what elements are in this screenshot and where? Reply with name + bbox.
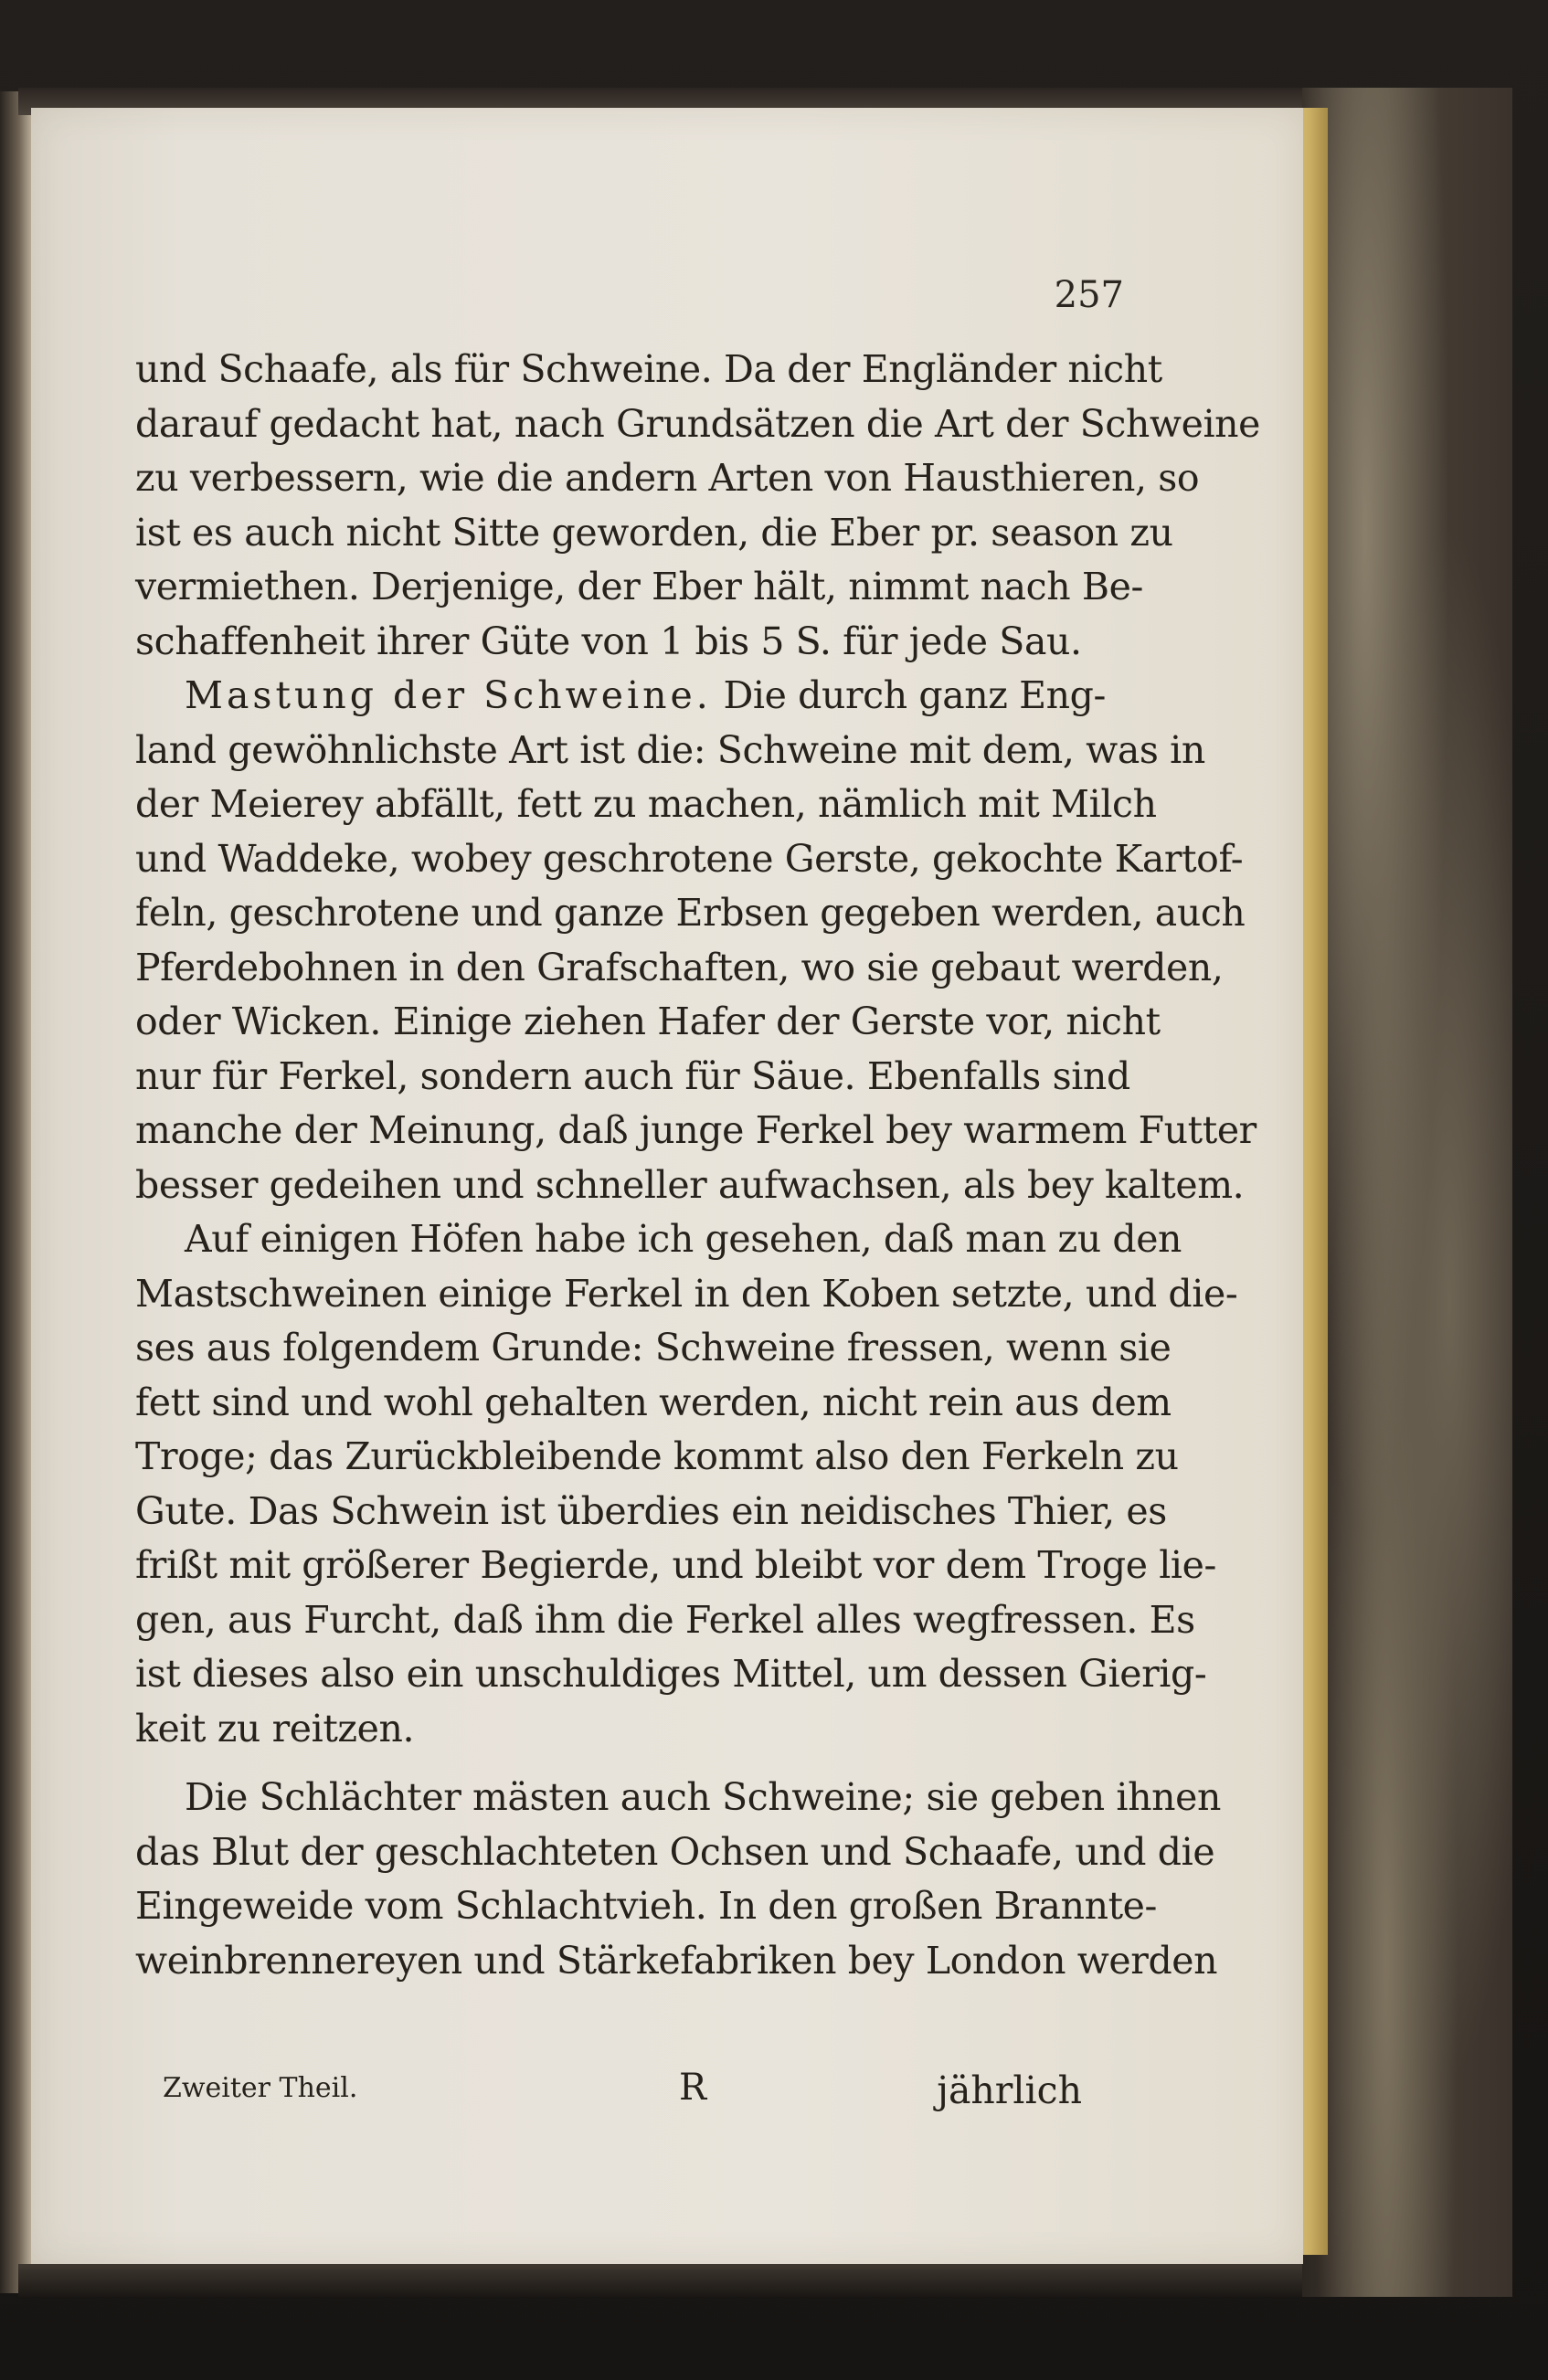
text-line: Die Schlächter mästen auch Schweine; sie geben ihnen <box>185 1775 1221 1819</box>
text-line: Eingeweide vom Schlachtvieh. In den großen Brannte- <box>135 1884 1157 1928</box>
text-line: nur für Ferkel, sondern auch für Säue. Ebenfalls sind <box>135 1053 1130 1098</box>
text-line: der Meierey abfällt, fett zu machen, nämlich mit Milch <box>135 782 1157 826</box>
text-line: land gewöhnlichste Art ist die: Schweine mit dem, was in <box>135 727 1205 772</box>
text-line: schaffenheit ihrer Güte von 1 bis 5 S. für jede Sau. <box>135 619 1082 663</box>
text-line: feln, geschrotene und ganze Erbsen gegeben werden, auch <box>135 891 1246 935</box>
marbled-cover <box>1302 88 1512 2297</box>
text-line: Gute. Das Schwein ist überdies ein neidisches Thier, es <box>135 1488 1167 1533</box>
text-line: weinbrennereyen und Stärkefabriken bey London werden <box>135 1938 1218 1983</box>
section-line <box>135 669 1106 724</box>
text-line: das Blut der geschlachteten Ochsen und Schaafe, und die <box>135 1829 1215 1874</box>
text-line: und Waddeke, wobey geschrotene Gerste, gekochte Kartof- <box>135 836 1244 881</box>
text-line: oder Wicken. Einige ziehen Hafer der Gerste vor, nicht <box>135 1000 1161 1043</box>
section-heading-rest: Die durch ganz Eng- <box>711 673 1106 717</box>
text-line: und Schaafe, als für Schweine. Da der Engländer nicht <box>135 347 1162 391</box>
bottom-binding-edge <box>18 2264 1380 2297</box>
page-number: 257 <box>1054 274 1124 316</box>
text-line: Troge; das Zurückbleibende kommt also den Ferkeln zu <box>135 1434 1179 1478</box>
text-line: zu verbessern, wie die andern Arten von Hausthieren, so <box>135 456 1200 500</box>
text-line: darauf gedacht hat, nach Grundsätzen die Art der Schweine <box>135 401 1261 446</box>
text-line: keit zu reitzen. <box>135 1706 415 1751</box>
text-line: ist dieses also ein unschuldiges Mittel, um dessen Gierig- <box>135 1652 1207 1696</box>
text-line: vermiethen. Derjenige, der Eber hält, nimmt nach Be- <box>135 565 1143 608</box>
text-line: besser gedeihen und schneller aufwachsen, als bey kaltem. <box>135 1162 1245 1207</box>
page-footer <box>135 2067 1082 2121</box>
text-line: gen, aus Furcht, daß ihm die Ferkel alles wegfressen. Es <box>135 1597 1195 1642</box>
text-line: fett sind und wohl gehalten werden, nicht rein aus dem <box>135 1380 1172 1424</box>
text-line: ses aus folgendem Grunde: Schweine fressen, wenn sie <box>135 1326 1172 1370</box>
volume-signature: Zweiter Theil. <box>163 2072 358 2104</box>
text-line: Mastschweinen einige Ferkel in den Koben setzte, und die- <box>135 1271 1238 1316</box>
text-line: manche der Meinung, daß junge Ferkel bey warmem Futter <box>135 1108 1256 1152</box>
text-line: Auf einigen Höfen habe ich gesehen, daß man zu den <box>185 1217 1182 1261</box>
section-heading: Mastung der Schweine. <box>185 673 712 717</box>
text-line: Pferdebohnen in den Grafschaften, wo sie gebaut werden, <box>135 945 1224 989</box>
catchword: jährlich <box>937 2068 1082 2112</box>
body-text <box>135 343 1261 1988</box>
text-line: ist es auch nicht Sitte geworden, die Eber pr. season zu <box>135 510 1173 555</box>
signature-mark: R <box>679 2067 707 2109</box>
left-binding-edge <box>0 91 31 2293</box>
text-line: frißt mit größerer Begierde, und bleibt vor dem Troge lie- <box>135 1543 1216 1587</box>
